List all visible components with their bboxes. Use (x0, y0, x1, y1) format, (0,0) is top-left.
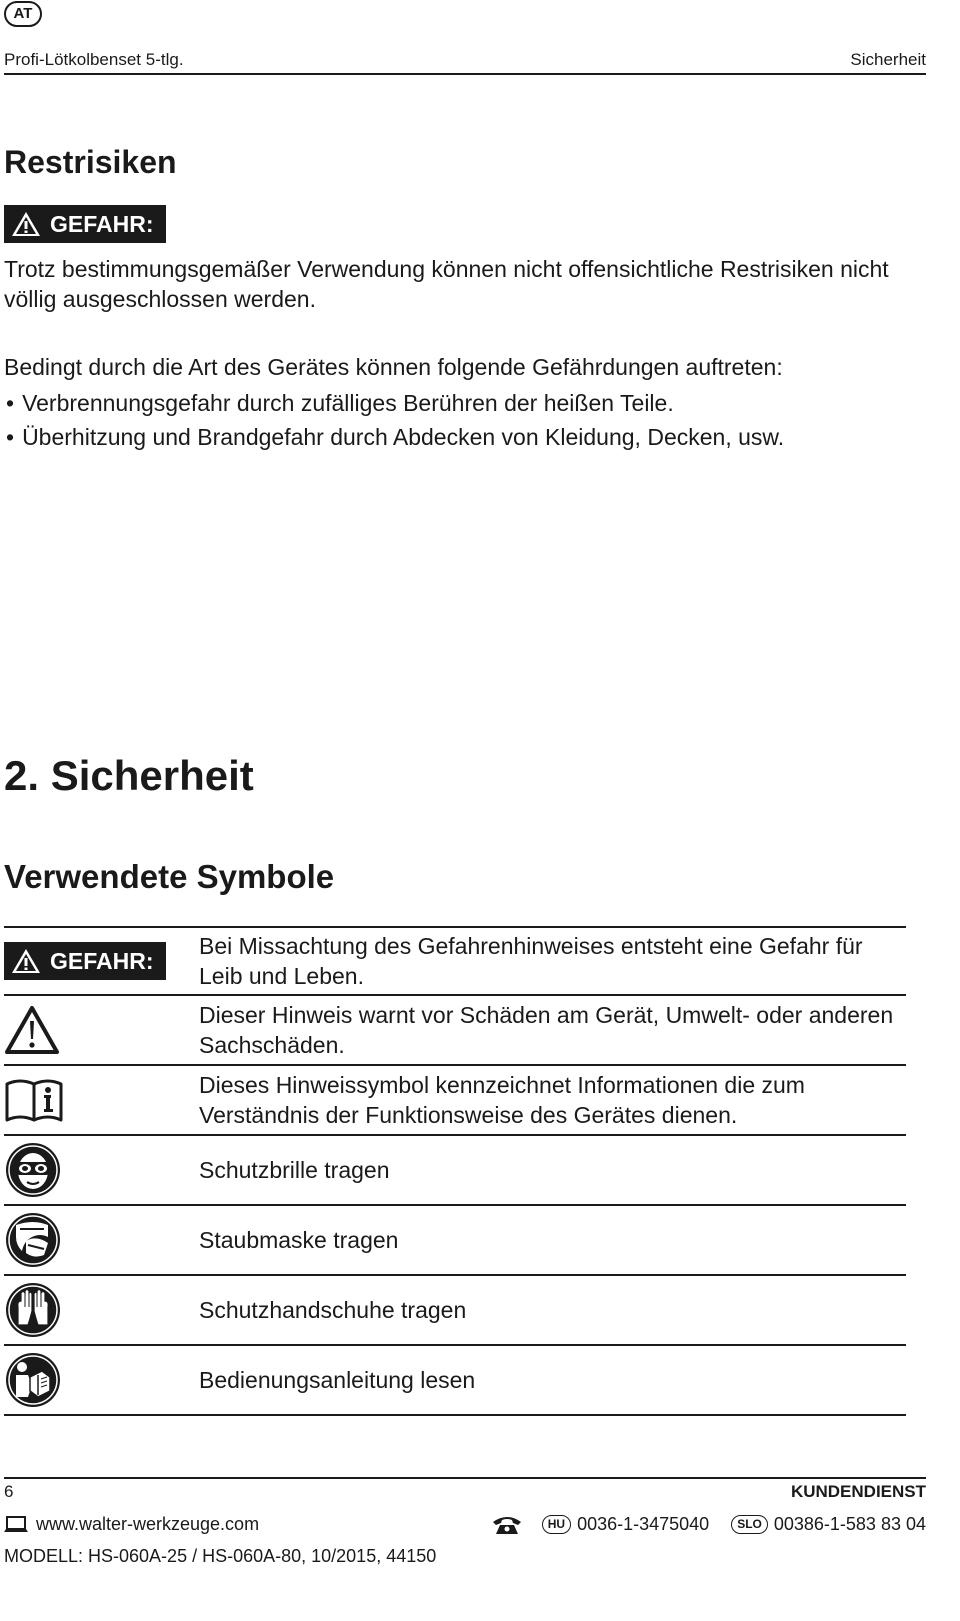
phone-hu: 0036-1-3475040 (577, 1514, 710, 1534)
danger-label (4, 942, 166, 980)
table-row (4, 1136, 906, 1206)
phone-contacts (492, 1514, 926, 1535)
symbol-cell (4, 1281, 199, 1339)
warning-triangle-icon (10, 210, 42, 238)
header-rule (4, 73, 926, 75)
symbol-cell (4, 1351, 199, 1409)
symbol-description: Bedienungsanleitung lesen (199, 1367, 476, 1393)
website-url[interactable]: www.walter-werkzeuge.com (36, 1514, 260, 1534)
safety-goggles-icon (4, 1141, 62, 1199)
hazard-list (4, 386, 784, 454)
table-row (4, 926, 906, 996)
model-info: MODELL: HS-060A-25 / HS-060A-80, 10/2015, 44150 (4, 1546, 437, 1566)
symbol-description: Schutzbrille tragen (199, 1157, 390, 1183)
table-row (4, 1066, 906, 1136)
symbol-description: Staubmaske tragen (199, 1227, 399, 1253)
symbol-cell (4, 942, 199, 980)
table-row (4, 1346, 906, 1416)
table-row (4, 1206, 906, 1276)
running-header-section: Sicherheit (850, 50, 926, 69)
symbol-cell (4, 1211, 199, 1269)
table-row (4, 996, 906, 1066)
symbol-description: Dieses Hinweissymbol kennzeichnet Informationen die zum Verständnis der Funktionsweise des Gerätes dienen. (199, 1072, 805, 1128)
footer-rule (4, 1477, 926, 1479)
laptop-icon (4, 1516, 28, 1534)
symbol-cell (4, 1076, 199, 1124)
section-title-restrisiken: Restrisiken (4, 144, 177, 180)
phone-slo: 00386-1-583 83 04 (773, 1514, 926, 1534)
symbol-cell (4, 1141, 199, 1199)
chapter-title: 2. Sicherheit (4, 752, 254, 799)
dust-mask-icon (4, 1211, 62, 1269)
country-code-slo: SLO (731, 1515, 768, 1534)
table-row (4, 1276, 906, 1346)
running-header-product: Profi-Lötkolbenset 5-tlg. (4, 50, 184, 69)
list-item: • Verbrennungsgefahr durch zufälliges Berühren der heißen Teile. (4, 386, 784, 420)
info-book-icon (4, 1076, 64, 1124)
symbol-description: Bei Missachtung des Gefahrenhinweises entsteht eine Gefahr für Leib und Leben. (199, 933, 863, 989)
symbol-table (4, 926, 906, 1416)
warning-triangle-icon (10, 947, 42, 975)
danger-label-text: GEFAHR: (50, 211, 154, 237)
country-code-hu: HU (542, 1515, 571, 1534)
restrisiken-paragraph: Trotz bestimmungsgemäßer Verwendung können nicht offensichtliche Restrisiken nicht völlig ausgeschlossen werden. (4, 256, 889, 312)
danger-label (4, 205, 166, 243)
restrisiken-intro: Bedingt durch die Art des Gerätes können folgende Gefährdungen auftreten: (4, 354, 783, 380)
symbol-description: Dieser Hinweis warnt vor Schäden am Gerät, Umwelt- oder anderen Sachschäden. (199, 1002, 894, 1058)
section-title-symbole: Verwendete Symbole (4, 858, 335, 895)
symbol-description: Schutzhandschuhe tragen (199, 1297, 467, 1323)
warning-triangle-icon (4, 1005, 60, 1055)
protective-gloves-icon (4, 1281, 62, 1339)
telephone-icon (492, 1515, 522, 1535)
danger-label-text: GEFAHR: (50, 948, 154, 974)
website (4, 1514, 259, 1535)
list-item: • Überhitzung und Brandgefahr durch Abdecken von Kleidung, Decken, usw. (4, 420, 784, 454)
symbol-cell (4, 1005, 199, 1055)
country-badge: AT (4, 1, 42, 27)
read-manual-icon (4, 1351, 62, 1409)
page-number: 6 (4, 1482, 14, 1501)
service-title: KUNDENDIENST (790, 1482, 926, 1501)
